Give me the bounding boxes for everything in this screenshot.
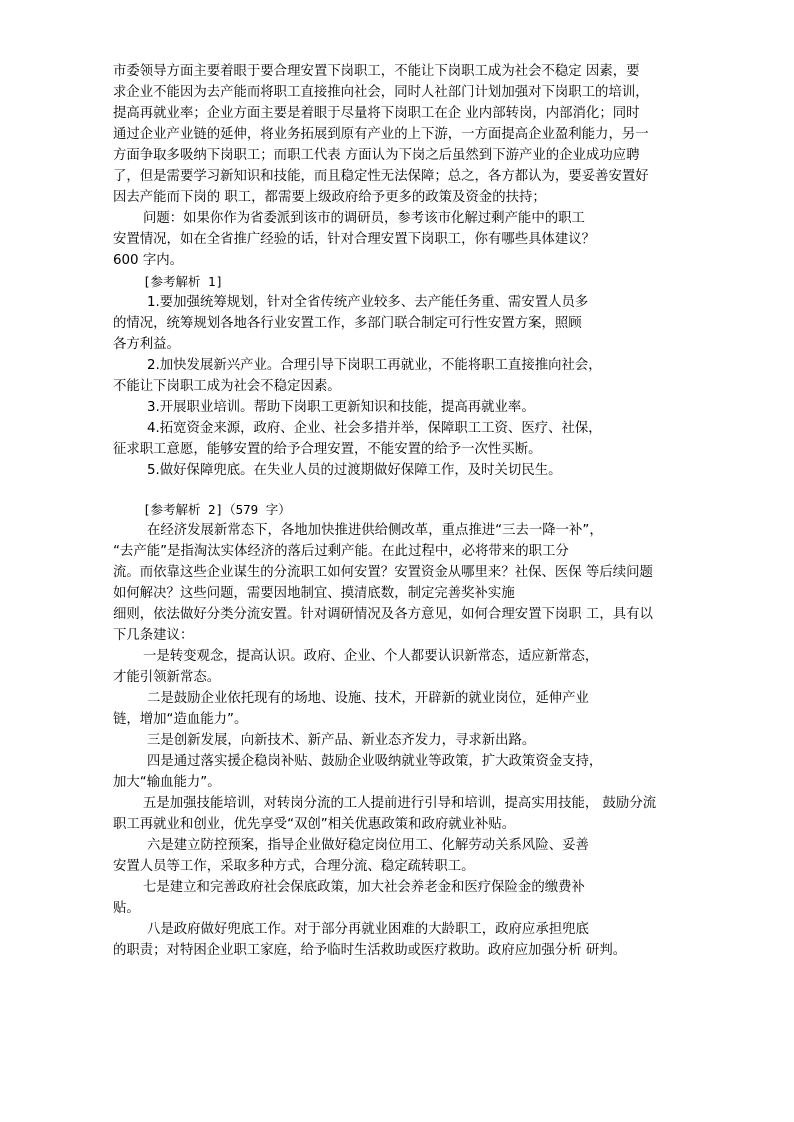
reference-heading-1: [参考解析 1] <box>143 274 224 289</box>
text-line: 市委领导方面主要着眼于要合理安置下岗职工，不能让下岗职工成为社会不稳定 因素，要 <box>113 64 640 79</box>
ref2-line: 才能引领新常态。 <box>113 670 221 685</box>
question-line: 安置情况，如在全省推广经验的话，针对合理安置下岗职工，你有哪些具体建议？ <box>113 232 596 247</box>
ref2-line: 四是通过落实援企稳岗补贴、鼓励企业吸纳就业等政策，扩大政策资金支持， <box>147 754 603 769</box>
text-line: 了，但是需要学习新知识和技能，而且稳定性无法保障；总之，各方都认为，要妥善安置好 <box>113 169 649 184</box>
question-line: 600 字内。 <box>113 253 183 268</box>
ref1-line: 2.加快发展新兴产业。合理引导下岗职工再就业，不能将职工直接推向社会， <box>147 358 602 373</box>
ref1-line: 5.做好保障兜底。在失业人员的过渡期做好保障工作，及时关切民生。 <box>147 463 562 478</box>
ref1-line: 各方利益。 <box>113 337 180 352</box>
question-line: 问题：如果你作为省委派到该市的调研员，参考该市化解过剩产能中的职工 <box>143 211 585 226</box>
ref1-line: 4.拓宽资金来源，政府、企业、社会多措并举，保障职工工资、医疗、社保， <box>147 421 602 436</box>
ref2-line: 五是加强技能培训，对转岗分流的工人提前进行引导和培训，提高实用技能， 鼓励分流 <box>143 796 657 811</box>
ref2-line: 三是创新发展，向新技术、新产品、新业态齐发力，寻求新出路。 <box>147 733 536 748</box>
ref2-line: 加大“输血能力”。 <box>113 775 221 790</box>
ref2-line: 如何解决？这些问题，需要因地制宜、摸清底数，制定完善奖补实施 <box>113 586 515 601</box>
ref2-line: 在经济发展新常态下，各地加快推进供给侧改革，重点推进“三去一降一补”， <box>147 523 603 538</box>
reference-heading-2: [参考解析 2]（579 字） <box>143 502 291 517</box>
ref1-line: 3.开展职业培训。帮助下岗职工更新知识和技能，提高再就业率。 <box>147 400 535 415</box>
ref2-line: 八是政府做好兜底工作。对于部分再就业困难的大龄职工，政府应承担兜底 <box>147 922 589 937</box>
text-line: 通过企业产业链的延伸，将业务拓展到原有产业的上下游，一方面提高企业盈利能力，另一 <box>113 127 649 142</box>
ref2-line: 六是建立防控预案，指导企业做好稳定岗位用工、化解劳动关系风险、妥善 <box>147 838 589 853</box>
ref1-line: 不能让下岗职工成为社会不稳定因素。 <box>113 379 341 394</box>
ref2-line: 流。而依靠这些企业谋生的分流职工如何安置？安置资金从哪里来？社保、医保 等后续问题 <box>113 565 653 580</box>
ref2-line: 的职责；对特困企业职工家庭，给予临时生活救助或医疗救助。政府应加强分析 研判。 <box>113 943 627 958</box>
text-line: 方面争取多吸纳下岗职工；而职工代表 方面认为下岗之后虽然到下游产业的企业成功应聘 <box>113 148 640 163</box>
text-line: 因去产能而下岗的 职工，都需要上级政府给予更多的政策及资金的扶持； <box>113 190 546 205</box>
ref2-line: 细则，依法做好分类分流安置。针对调研情况及各方意见，如何合理安置下岗职 工，具有以 <box>113 607 653 622</box>
ref2-line: 贴。 <box>113 901 140 916</box>
ref2-line: 链，增加“造血能力”。 <box>113 712 248 727</box>
text-line: 求企业不能因为去产能而将职工直接推向社会，同时人社部门计划加强对下岗职工的培训， <box>113 85 649 100</box>
ref2-line: 职工再就业和创业，优先享受“双创”相关优惠政策和政府就业补贴。 <box>113 817 516 832</box>
ref1-line: 征求职工意愿，能够安置的给予合理安置，不能安置的给予一次性买断。 <box>113 442 542 457</box>
ref2-line: “去产能”是指淘汰实体经济的落后过剩产能。在此过程中，必将带来的职工分 <box>113 544 569 559</box>
ref1-line: 的情况，统筹规划各地各行业安置工作，多部门联合制定可行性安置方案，照顾 <box>113 316 582 331</box>
ref2-line: 一是转变观念，提高认识。政府、企业、个人都要认识新常态，适应新常态， <box>143 649 599 664</box>
ref1-line: 1.要加强统筹规划，针对全省传统产业较多、去产能任务重、需安置人员多 <box>147 295 589 310</box>
ref2-line: 二是鼓励企业依托现有的场地、设施、技术，开辟新的就业岗位，延伸产业 <box>147 691 589 706</box>
text-line: 提高再就业率；企业方面主要是着眼于尽量将下岗职工在企 业内部转岗，内部消化；同时 <box>113 106 640 121</box>
ref2-line: 下几条建议： <box>113 628 194 643</box>
ref2-line: 安置人员等工作，采取多种方式，合理分流、稳定疏转职工。 <box>113 859 475 874</box>
ref2-line: 七是建立和完善政府社会保底政策，加大社会养老金和医疗保险金的缴费补 <box>143 880 585 895</box>
